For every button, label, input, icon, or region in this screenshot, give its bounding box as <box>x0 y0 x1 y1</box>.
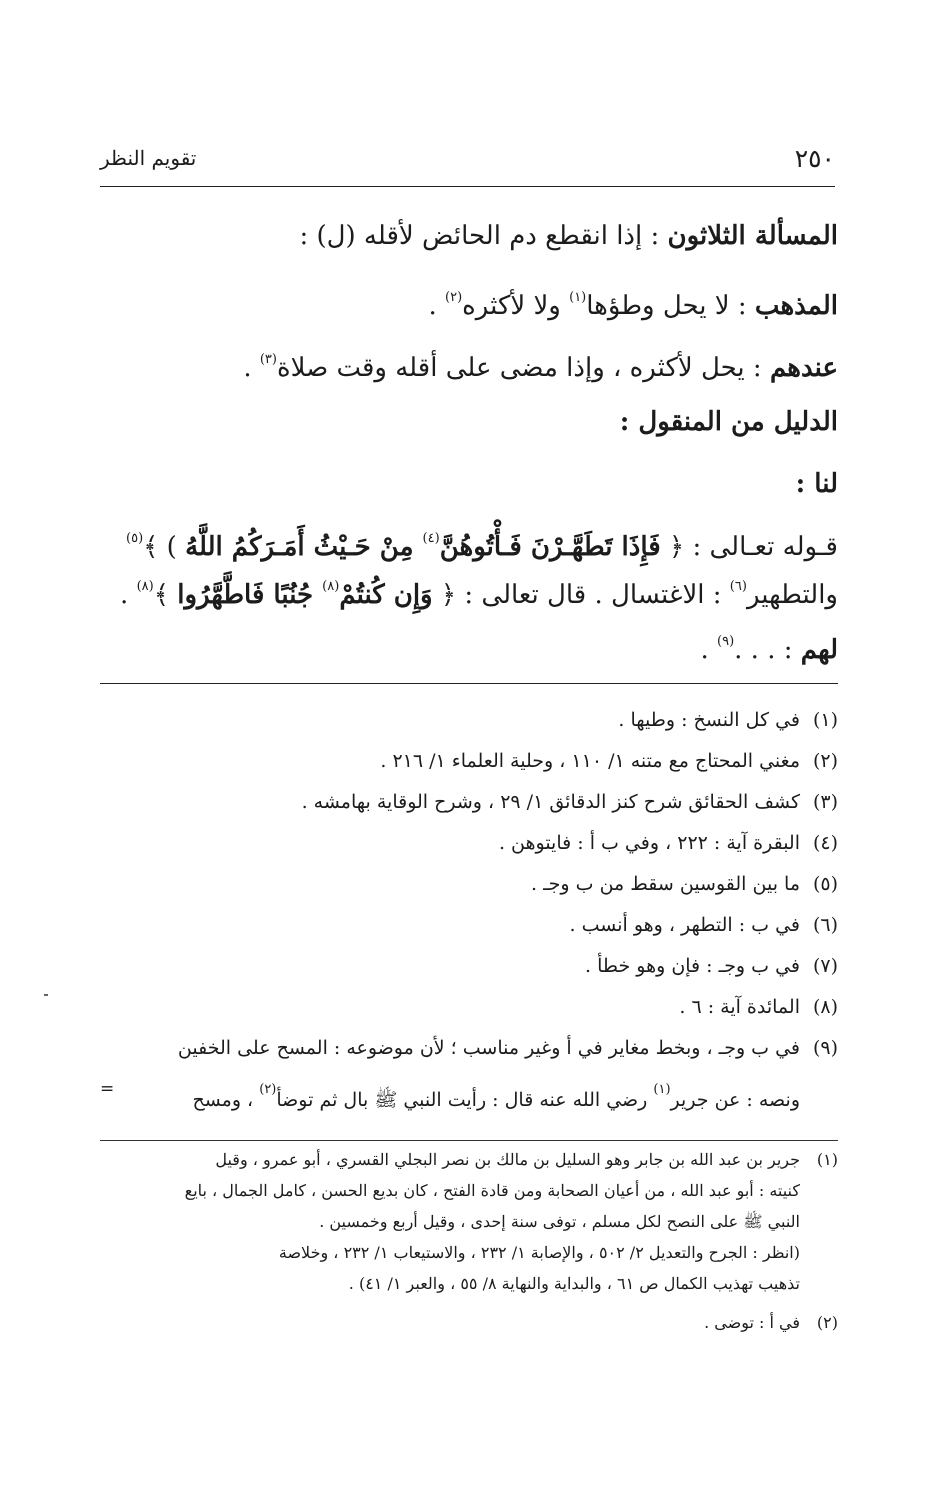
indahum-text: : يحل لأكثره ، وإذا مضى على أقله وقت صلاة <box>276 353 770 383</box>
footnote-ref: (٨) <box>136 579 154 594</box>
quran-verse: جُنُبًا فَاطَّهَّرُوا <box>177 580 323 610</box>
footnote-text: مغني المحتاج مع متنه ١/ ١١٠ ، وحلية العلماء ١/ ٢١٦ . <box>380 750 800 772</box>
lahum-text: . <box>700 635 718 665</box>
footnote <box>100 1028 838 1069</box>
evidence-heading-line <box>108 391 838 453</box>
madhhab-label: المذهب <box>754 291 838 321</box>
footnote-number: (١) <box>812 709 838 731</box>
footnote <box>100 782 838 823</box>
verse-line-1 <box>108 515 838 563</box>
body-text: : الاغتسال . قال تعالى : ﴿ <box>432 580 730 610</box>
madhhab-text: ولا لأكثره <box>462 291 570 321</box>
madhhab-line <box>108 267 838 329</box>
sub-footnote <box>100 1144 838 1175</box>
main-text <box>108 205 838 673</box>
footnote-number: (٧) <box>812 955 838 977</box>
continuation-marker: = <box>100 1079 115 1099</box>
indahum-line <box>108 329 838 391</box>
footnote-number: (١) <box>816 1150 838 1169</box>
lana-label: لنا : <box>795 469 838 499</box>
footnote-ref: (٣) <box>259 352 277 367</box>
footnote <box>100 946 838 987</box>
lahum-text: : . . . <box>734 635 801 665</box>
verse-bracket: ﴾ <box>153 580 178 610</box>
footnote <box>100 700 838 741</box>
indahum-text: . <box>243 353 260 383</box>
sub-footnote <box>100 1307 838 1338</box>
sub-footnote-line: تذهيب تهذيب الكمال ص ٦١ ، والبداية والنهاية ٨/ ٥٥ ، والعبر ١/ ٤١) . <box>348 1274 800 1293</box>
issue-text: : إذا انقطع دم الحائض لأقله (ل) : <box>299 221 668 251</box>
footnote-number: (٩) <box>812 1037 838 1059</box>
footnote-continuation-text <box>192 1069 800 1121</box>
page-number: ٢٥٠ <box>794 144 835 173</box>
body-text: والتطهير <box>746 580 838 610</box>
verse-intro: قـوله تعـالى : ﴿ <box>660 532 838 562</box>
footnote-number: (٦) <box>812 914 838 936</box>
footnote-text: جرير بن عبد الله بن جابر وهو السليل بن مالك بن نصر البجلي القسري ، أبو عمرو ، وقيل <box>215 1150 800 1169</box>
footnote-number: (٢) <box>812 750 838 772</box>
footnote-ref: (١) <box>569 290 587 305</box>
footnote-ref: (٤) <box>422 531 440 546</box>
footnote-text: في ب وجـ : فإن وهو خطأ . <box>585 955 800 977</box>
scan-speck <box>44 994 48 996</box>
lana-line <box>108 453 838 515</box>
footnote-text: ، ومسح <box>192 1089 260 1111</box>
sub-footnote-line: كنيته : أبو عبد الله ، من أعيان الصحابة ومن قادة الفتح ، كان بديع الحسن ، كامل الجمال ، بايع <box>184 1181 800 1200</box>
footnote-ref: (١) <box>653 1082 671 1097</box>
issue-line <box>108 205 838 267</box>
lahum-line <box>108 611 838 673</box>
footnote-ref: (٨) <box>322 579 340 594</box>
footnote-number: (٤) <box>812 832 838 854</box>
footnote-ref: (٦) <box>729 579 747 594</box>
verse-line-2 <box>108 563 838 611</box>
footnote <box>100 864 838 905</box>
footnote-text: في كل النسخ : وطيها . <box>618 709 800 731</box>
lahum-label: لهم <box>800 635 838 665</box>
running-title: تقويم النظر <box>100 146 197 170</box>
quran-verse: وَإِن كُنتُمْ <box>339 580 433 610</box>
body-text: . <box>120 580 137 610</box>
header-rule <box>100 186 835 187</box>
footnote-number: (٢) <box>816 1313 838 1332</box>
footnotes <box>100 700 838 1121</box>
footnote <box>100 905 838 946</box>
footnote <box>100 823 838 864</box>
footnote-number: (٥) <box>812 873 838 895</box>
footnote-separator <box>100 683 838 684</box>
sub-footnote-line: النبي ﷺ على النصح لكل مسلم ، توفى سنة إحدى ، وقيل أربع وخمسين . <box>319 1212 800 1231</box>
footnote-text: في أ : توضى . <box>704 1313 800 1332</box>
footnote-text: في ب وجـ ، وبخط مغاير في أ وغير مناسب ؛ لأن موضوعه : المسح على الخفين <box>177 1037 800 1059</box>
quran-verse: مِنْ حَـيْثُ أَمَـرَكُمُ اللَّهُ <box>185 532 423 562</box>
madhhab-text: : لا يحل وطؤها <box>586 291 755 321</box>
footnote-text: المائدة آية : ٦ . <box>679 996 800 1018</box>
subnote-separator <box>100 1140 838 1141</box>
footnote-number: (٣) <box>812 791 838 813</box>
evidence-heading: الدليل من المنقول : <box>619 407 838 437</box>
sub-footnote-line: (انظر : الجرح والتعديل ٢/ ٥٠٢ ، والإصابة ١/ ٢٣٢ ، والاستيعاب ١/ ٢٣٢ ، وخلاصة <box>278 1243 800 1262</box>
footnote-text: ونصه : عن جرير <box>670 1089 800 1111</box>
footnote-text: ما بين القوسين سقط من ب وجـ . <box>531 873 800 895</box>
footnote <box>100 741 838 782</box>
indahum-label: عندهم <box>769 353 838 383</box>
footnote <box>100 987 838 1028</box>
footnote-ref: (٩) <box>717 634 735 649</box>
footnote-text: رضي الله عنه قال : رأيت النبي ﷺ بال ثم توضأ <box>276 1089 654 1111</box>
running-header <box>100 140 835 180</box>
footnote-ref: (٥) <box>126 531 144 546</box>
quran-verse: فَإِذَا تَطَهَّـرْنَ فَـأْتُوهُنَّ <box>439 532 661 562</box>
verse-bracket: ) ﴾ <box>143 532 186 562</box>
footnote-ref: (٢) <box>259 1082 277 1097</box>
footnote-continuation <box>100 1069 838 1121</box>
madhhab-text: . <box>428 291 446 321</box>
footnote-text: في ب : التطهر ، وهو أنسب . <box>569 914 800 936</box>
sub-footnotes <box>100 1144 838 1338</box>
footnote-ref: (٢) <box>445 290 463 305</box>
footnote-text: كشف الحقائق شرح كنز الدقائق ١/ ٢٩ ، وشرح الوقاية بهامشه . <box>301 791 800 813</box>
issue-label: المسألة الثلاثون <box>667 221 838 251</box>
footnote-number: (٨) <box>812 996 838 1018</box>
footnote-text: البقرة آية : ٢٢٢ ، وفي ب أ : فايتوهن . <box>498 832 800 854</box>
